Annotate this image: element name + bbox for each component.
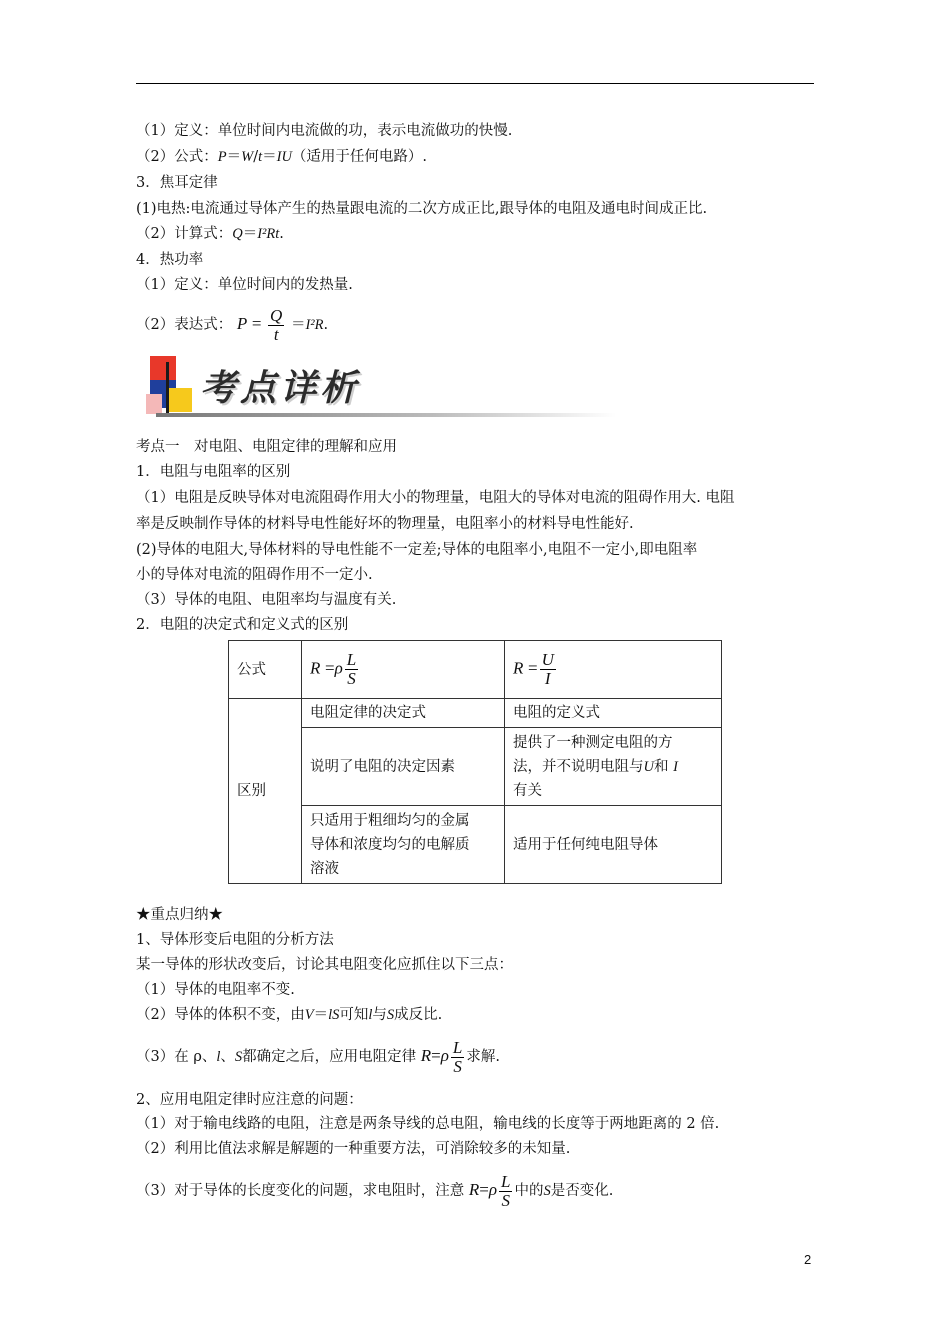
text: 可知 (339, 1007, 369, 1023)
banner-underline (156, 413, 616, 417)
var-s: S (543, 1183, 551, 1199)
header-rule (136, 83, 814, 84)
table-cell (505, 728, 722, 806)
text: ＝ (313, 1007, 329, 1023)
text: . (279, 226, 284, 242)
text: 是否变化. (550, 1183, 614, 1199)
text: （2）导体的体积不变，由 (136, 1007, 305, 1023)
text: ＝ (262, 149, 277, 165)
table-cell-label: 公式 (229, 641, 302, 699)
text: / (253, 149, 259, 165)
var-q: Q (232, 226, 243, 242)
var-r: R (420, 1046, 432, 1065)
fraction-q-over-t (268, 307, 284, 344)
paragraph-line (136, 1036, 500, 1077)
joule-formula (136, 224, 284, 244)
cell-line: 只适用于粗细均匀的金属 (310, 812, 470, 829)
paragraph-line: （1）导体的电阻率不变. (136, 982, 295, 998)
table-cell-formula-2 (505, 641, 722, 699)
paragraph-line: 率是反映制作导体的材料导电性能好坏的物理量，电阻率小的材料导电性能好. (136, 516, 634, 532)
comparison-table (228, 640, 722, 884)
key-summary-heading: ★重点归纳★ (136, 907, 223, 923)
denominator: t (273, 324, 279, 344)
page-number: 2 (804, 1252, 812, 1267)
cell-line: 提供了一种测定电阻的方 (513, 734, 673, 751)
numerator: L (501, 1171, 511, 1191)
table-cell: 电阻定律的决定式 (302, 699, 505, 728)
text: 求解. (466, 1049, 500, 1065)
banner-pink-block (146, 394, 162, 414)
section-banner (146, 356, 616, 420)
var-r: R (468, 1180, 480, 1199)
text: （2）表达式： (136, 317, 233, 333)
cell-line: 有关 (513, 782, 542, 799)
banner-title: 考点详析 (200, 368, 361, 409)
var-r: R (310, 658, 321, 678)
resistance-vs-resistivity-heading: 1．电阻与电阻率的区别 (136, 464, 291, 480)
fraction-u-over-i (540, 651, 556, 688)
numerator: L (452, 1037, 463, 1057)
var-rho: ρ (440, 1046, 449, 1065)
paragraph-line: （1）对于输电线路的电阻，注意是两条导线的总电阻，输电线的长度等于两地距离的 2 倍. (136, 1116, 720, 1132)
text: （3）在 ρ、 (136, 1049, 217, 1065)
equals: = (528, 658, 538, 678)
var-v: V (304, 1007, 314, 1023)
fraction-l-over-s (499, 1173, 512, 1210)
heat-power-formula (136, 304, 328, 345)
text: （2）公式： (136, 149, 218, 165)
var-r: R (513, 658, 524, 678)
heading-joule-law: 3．焦耳定律 (136, 175, 218, 191)
cell-line: 溶液 (310, 860, 339, 877)
table-row (229, 699, 722, 728)
text: ＝ (242, 226, 258, 242)
heading-heat-power: 4．热功率 (136, 252, 204, 268)
denominator: I (544, 669, 551, 688)
var-iu: IU (276, 149, 292, 165)
paragraph-line (136, 1170, 613, 1211)
text: 与 (372, 1007, 387, 1023)
paragraph-line: （1）电阻是反映导体对电流阻碍作用大小的物理量，电阻大的导体对电流的阻碍作用大. 电阻 (136, 490, 735, 506)
denominator: S (501, 1190, 510, 1210)
text: 中的 (514, 1183, 544, 1199)
text: 、 (220, 1049, 235, 1065)
var-p: P (217, 149, 227, 165)
topic-one-heading: 考点一 对电阻、电阻定律的理解和应用 (136, 439, 397, 455)
text: （2）计算式： (136, 226, 233, 242)
var-t: t (258, 149, 263, 165)
paragraph-line: (2)导体的电阻大,导体材料的导电性能不一定差;导体的电阻率小,电阻不一定小,即电阻率 (136, 542, 698, 558)
text: 都确定之后，应用电阻定律 (242, 1049, 417, 1065)
equals: = (479, 1180, 489, 1199)
var-i2r: I²R (305, 317, 324, 333)
banner-vertical-line (166, 362, 169, 414)
text: （3）对于导体的长度变化的问题，求电阻时，注意 (136, 1183, 465, 1199)
text: ＝ (226, 149, 242, 165)
text: 和 (653, 758, 669, 775)
numerator: Q (270, 305, 283, 325)
var-rho: ρ (334, 658, 343, 678)
paragraph-line: 某一导体的形状改变后，讨论其电阻变化应抓住以下三点： (136, 957, 513, 973)
var-l: l (368, 1007, 373, 1023)
var-s: S (234, 1049, 243, 1065)
denominator: S (453, 1056, 462, 1076)
var-p: P (236, 314, 248, 333)
table-cell-label: 区别 (229, 699, 302, 884)
var-i: I (673, 758, 678, 775)
equals: = (431, 1046, 441, 1065)
cell-line: 导体和浓度均匀的电解质 (310, 836, 470, 853)
var-ls: lS (328, 1007, 340, 1023)
equals: = (251, 314, 262, 333)
var-rho: ρ (488, 1180, 497, 1199)
var-l: l (216, 1049, 221, 1065)
table-row (229, 728, 722, 806)
table-cell: 说明了电阻的决定因素 (302, 728, 505, 806)
paragraph-line: 小的导体对电流的阻碍作用不一定小. (136, 567, 373, 583)
var-w: W (241, 149, 254, 165)
banner-yellow-block (168, 388, 192, 412)
table-row (229, 641, 722, 699)
power-formula (136, 147, 427, 167)
numerator: U (541, 650, 554, 669)
paragraph-line: （2）利用比值法求解是解题的一种重要方法，可消除较多的未知量. (136, 1141, 571, 1157)
text: . (323, 317, 329, 333)
paragraph-line: （3）导体的电阻、电阻率均与温度有关. (136, 592, 397, 608)
var-u: U (643, 758, 654, 775)
joule-heat-text: (1)电热:电流通过导体产生的热量跟电流的二次方成正比,跟导体的电阻及通电时间成正比. (136, 201, 708, 217)
summary-subheading: 2、应用电阻定律时应注意的问题： (136, 1092, 363, 1108)
table-row (229, 806, 722, 884)
fraction-l-over-s (451, 1039, 464, 1076)
formula-comparison-heading: 2．电阻的决定式和定义式的区别 (136, 617, 349, 633)
denominator: S (347, 669, 356, 688)
cell-line: 法，并不说明电阻与 (513, 758, 644, 775)
heat-power-definition: （1）定义：单位时间内的发热量. (136, 277, 353, 293)
text: （适用于任何电路）. (291, 149, 428, 165)
power-definition: （1）定义：单位时间内电流做的功，表示电流做功的快慢. (136, 123, 513, 139)
var-i2rt: I²Rt (257, 226, 280, 242)
table-cell-formula-1 (302, 641, 505, 699)
text: ＝ (290, 317, 306, 333)
table-cell: 电阻的定义式 (505, 699, 722, 728)
table-cell: 适用于任何纯电阻导体 (505, 806, 722, 884)
var-s: S (386, 1007, 395, 1023)
table-cell (302, 806, 505, 884)
numerator: L (346, 650, 357, 669)
summary-subheading: 1、导体形变后电阻的分析方法 (136, 932, 334, 948)
equals: = (325, 658, 335, 678)
paragraph-line (136, 1005, 442, 1025)
text: 成反比. (394, 1007, 443, 1023)
fraction-l-over-s (345, 651, 358, 688)
